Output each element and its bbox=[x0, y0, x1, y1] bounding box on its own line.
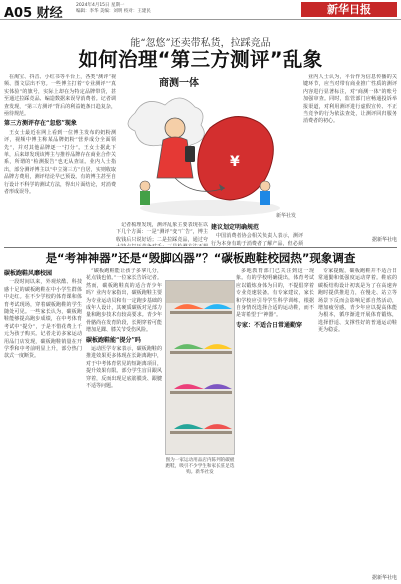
article2-col2-body: “碳板跑鞋能让孩子多拿几分，花点钱也值。”一位家长告诉记者。然而，碳板跑鞋真的适合青少年吗？业内专家指出，碳板跑鞋主要为专业运动员和有一定跑步基础的成年人设计，其硬质碳板对足部力量和跑步技术有较高要求。青少年骨骼尚在发育阶段，长期穿着可能增加足踝、膝关节受伤风险。 bbox=[86, 268, 162, 334]
page-header bbox=[0, 0, 401, 20]
date-line: 2024年4月15日 星期一 bbox=[76, 3, 125, 8]
article1-col3 bbox=[211, 222, 303, 246]
article2-col2b-body: 运动医学专家表示，碳板跑鞋的推进效果更多体现在长距离跑中，对于中考体育常见的短距离项目，提升效果有限。部分学生盲目跟风穿着，反而出现足底筋膜炎、跟腱不适等问题。 bbox=[86, 346, 162, 390]
article2-col1 bbox=[4, 268, 82, 580]
section-divider bbox=[4, 247, 397, 248]
article2-headline: 是“考神神器”还是“毁脚凶器”？“碳板跑鞋校园热”现象调查 bbox=[45, 251, 356, 265]
article2-subhead-3: 专家：不适合日常通勤穿 bbox=[236, 321, 303, 329]
article1-subhead-2: 建议划定明确规范 bbox=[211, 224, 260, 231]
article2-subhead-2: 碳板跑鞋能“提分”吗 bbox=[86, 336, 141, 344]
article1-col4 bbox=[303, 74, 397, 236]
article1-col1 bbox=[4, 74, 116, 246]
article2-col2 bbox=[86, 268, 162, 580]
article2-col3-body: 多地教育部门已关注到这一现象。有的学校明确提出，体育考试应以锻炼身体为目的，不提倡穿着专业竞速装备。有专家建议，家长和学校应引导学生科学训练，根据自身情况选择合适的运动鞋，而不是寄希望于“神器”。 bbox=[236, 268, 314, 319]
article2-subhead-1: 碳板跑鞋风靡校园 bbox=[4, 270, 53, 277]
article1-intro: 在淘宝、抖音、小红书等平台上，各类“测评”视频、图文层出不穷。一些博主打着“专业测评”“真实体验”的旗号，实际上却在为特定品牌带货，甚至通过拉踩竞品、编造数据来误导消费者。记者调查发现，“第三方测评”背后的利益链条日趋复杂，亟待规范。 bbox=[4, 74, 116, 118]
newspaper-logo: 新华日报 bbox=[301, 2, 397, 17]
illustration bbox=[115, 68, 300, 223]
article2-col4-body: 专家提醒，碳板跑鞋并不适合日常通勤和低强度运动穿着。鞋底的碳板结构设计初衷是为了在高速奔跑时提供推进力，在慢走、站立等场景下反而会影响足部自然活动，增加疲劳感。青少年应以提高体能为根本，循序渐进开展体育锻炼，选择舒适、支撑性好的普通运动鞋更为稳妥。 bbox=[318, 268, 397, 334]
article1-col4-body: 业内人士认为，平台作为信息传播的关键环节，应当对带有商业推广性质的测评内容进行显著标注，对“商测一体”的账号加强审查。同时，监管部门应畅通投诉举报渠道，对利用测评进行虚假宣传、不正当竞争的行为依法查处，让测评回归服务消费者的初心。 bbox=[303, 74, 397, 125]
cartoon-illustration bbox=[115, 68, 300, 223]
article1-subhead-1: 第三方测评存在“忽悠”现象 bbox=[4, 120, 77, 128]
article1-col3-body: 中国消费者协会相关负责人表示，测评行为本身有助于消费者了解产品，但必须 bbox=[211, 233, 303, 246]
svg-text:¥: ¥ bbox=[230, 154, 240, 170]
photo-caption: 图为一家运动用品店内陈列的碳板跑鞋，吸引不少学生和家长驻足选购。新华社发 bbox=[165, 458, 235, 475]
article2-col3 bbox=[236, 268, 314, 580]
editor-line: 编辑：李华 美编：刘明 校对：王建民 bbox=[76, 8, 151, 14]
article2-col4 bbox=[318, 268, 397, 572]
article1-kicker: 能“忽悠”还卖带私货，拉踩竞品 bbox=[130, 38, 271, 49]
article1-col1-body: 王女士最近在网上看到一位博主发布的奶粉测评，视频中博主称某品牌奶粉“营养成分全面领先”，并对其他品牌逐一“打分”。王女士据此下单，后来却发现该博主与推荐品牌存在商业合作关系，所谓的“检测报告”也无从查证。业内人士指出，部分测评博主以“中立第三方”自居，实则收取品牌方费用，测评结论早已预设。有的博主甚至自行设计不科学的测试方法，得出片面结论，对消费者形成误导。 bbox=[4, 129, 116, 196]
article1-headline: 如何治理“第三方测评”乱象 bbox=[78, 48, 323, 71]
article2-signature: 据新华社电 bbox=[371, 575, 397, 581]
article1-signature: 据新华社电 bbox=[371, 237, 397, 243]
article2-col1-body: 一段时间以来，外观炫酷、科技感十足的碳板跑鞋在中小学生群体中走红。在不少学校的体育课和体育考试现场，穿着碳板跑鞋的学生随处可见。一些家长认为，碳板跑鞋能够提高跑步成绩，在中考体育考试中“提分”，于是不惜花费上千元为孩子购买。记者走访多家运动用品门店发现，碳板跑鞋销量在开学季和中考前明显上升，部分热门款式一度断货。 bbox=[4, 279, 82, 360]
illustration-title: 商测一体 bbox=[159, 78, 199, 89]
article1-col2 bbox=[116, 222, 208, 246]
page-label: A05 财经 bbox=[4, 6, 63, 21]
article1-col2-body: 记者梳理发现，测评乱象主要表现在以下几个方面：一是“测评”变“广告”，博主收钱后只说好话；二是拉踩竞品，通过夸 bbox=[116, 222, 208, 243]
header-meta bbox=[76, 3, 151, 14]
sneaker-photo bbox=[165, 280, 235, 455]
illustration-credit: 新华社发 bbox=[275, 213, 296, 219]
shoe-display-image bbox=[166, 281, 235, 455]
